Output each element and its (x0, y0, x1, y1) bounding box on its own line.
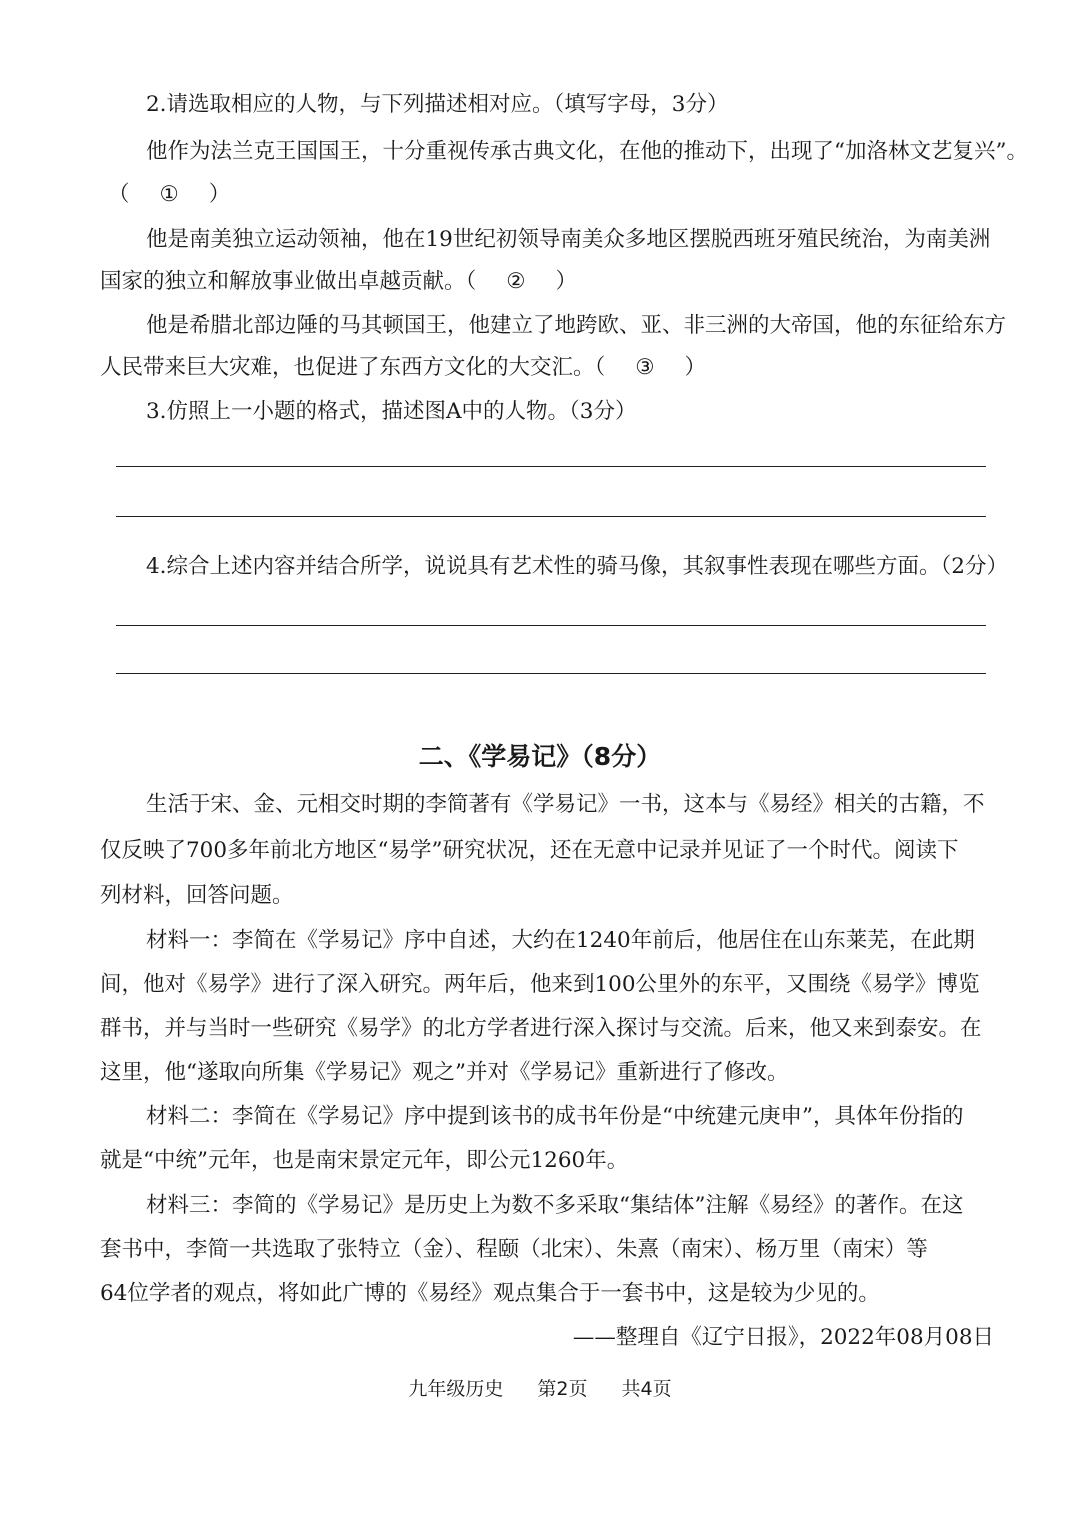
section-title: 二、《学易记》（8分） (418, 742, 662, 771)
q3-answer-line-2[interactable] (116, 516, 986, 517)
material3-line-3: 64位学者的观点，将如此广博的《易经》观点集合于一套书中，这是较为少见的。 (100, 1281, 880, 1306)
close-paren: ） (208, 182, 231, 207)
source-citation: ——整理自《辽宁日报》，2022年08月08日 (572, 1325, 994, 1350)
q4-answer-line-1[interactable] (116, 625, 986, 626)
answer-mark-3: ③ (635, 355, 655, 380)
page-footer (0, 1376, 1080, 1402)
footer-total: 共4页 (621, 1378, 672, 1400)
q2-item3-line2: 人民带来巨大灾难，也促进了东西方文化的大交汇。（ (100, 355, 606, 380)
material1-line-3: 群书，并与当时一些研究《易学》的北方学者进行深入探讨与交流。后来，他又来到泰安。在 (100, 1016, 982, 1041)
answer-mark-2: ② (506, 269, 526, 294)
q4-answer-line-2[interactable] (116, 673, 986, 674)
material3-line-1: 材料三：李简的《学易记》是历史上为数不多采取“集结体”注解《易经》的著作。在这 (146, 1193, 964, 1218)
close-paren: ） (684, 355, 707, 380)
q3-answer-line-1[interactable] (116, 466, 986, 467)
intro-line-2: 仅反映了700多年前北方地区“易学”研究状况，还在无意中记录并见证了一个时代。阅读下 (100, 838, 959, 863)
q4-heading: 4.综合上述内容并结合所学，说说具有艺术性的骑马像，其叙事性表现在哪些方面。（2分） (146, 554, 1008, 579)
material1-line-4: 这里，他“遂取向所集《学易记》观之”并对《学易记》重新进行了修改。 (100, 1060, 789, 1085)
q3-heading: 3.仿照上一小题的格式，描述图A中的人物。（3分） (146, 399, 637, 424)
material1-line-1: 材料一：李简在《学易记》序中自述，大约在1240年前后，他居住在山东莱芜，在此期 (146, 928, 975, 953)
material1-line-2: 间，他对《易学》进行了深入研究。两年后，他来到100公里外的东平，又围绕《易学》博览 (100, 972, 980, 997)
footer-page: 第2页 (537, 1378, 588, 1400)
material2-line-2: 就是“中统”元年，也是南宋景定元年，即公元1260年。 (100, 1148, 629, 1173)
footer-subject: 九年级历史 (408, 1378, 504, 1400)
intro-line-3: 列材料，回答问题。 (100, 883, 294, 908)
q2-item3-text-2 (100, 353, 1000, 383)
q2-item1-text: 他作为法兰克王国国王，十分重视传承古典文化，在他的推动下，出现了“加洛林文艺复兴”。 (146, 139, 1028, 164)
answer-mark-1: ① (159, 182, 179, 207)
open-paren: （ (108, 182, 130, 207)
q2-item1-answer (108, 180, 1008, 210)
material2-line-1: 材料二：李简在《学易记》序中提到该书的成书年份是“中统建元庚申”，具体年份指的 (146, 1104, 964, 1129)
material3-line-2: 套书中，李简一共选取了张特立（金）、程颐（北宋）、朱熹（南宋）、杨万里（南宋）等 (100, 1237, 928, 1262)
intro-line-1: 生活于宋、金、元相交时期的李简著有《学易记》一书，这本与《易经》相关的古籍，不 (146, 792, 985, 817)
close-paren: ） (555, 269, 578, 294)
q2-heading: 2.请选取相应的人物，与下列描述相对应。（填写字母，3分） (146, 92, 729, 117)
q2-item2-text-2 (100, 267, 1000, 297)
q2-item2-line2: 国家的独立和解放事业做出卓越贡献。（ (100, 269, 477, 294)
q2-item3-text-1: 他是希腊北部边陲的马其顿国王，他建立了地跨欧、亚、非三洲的大帝国，他的东征给东方 (146, 313, 1007, 338)
q2-item2-text-1: 他是南美独立运动领袖，他在19世纪初领导南美众多地区摆脱西班牙殖民统治，为南美洲 (146, 227, 991, 252)
